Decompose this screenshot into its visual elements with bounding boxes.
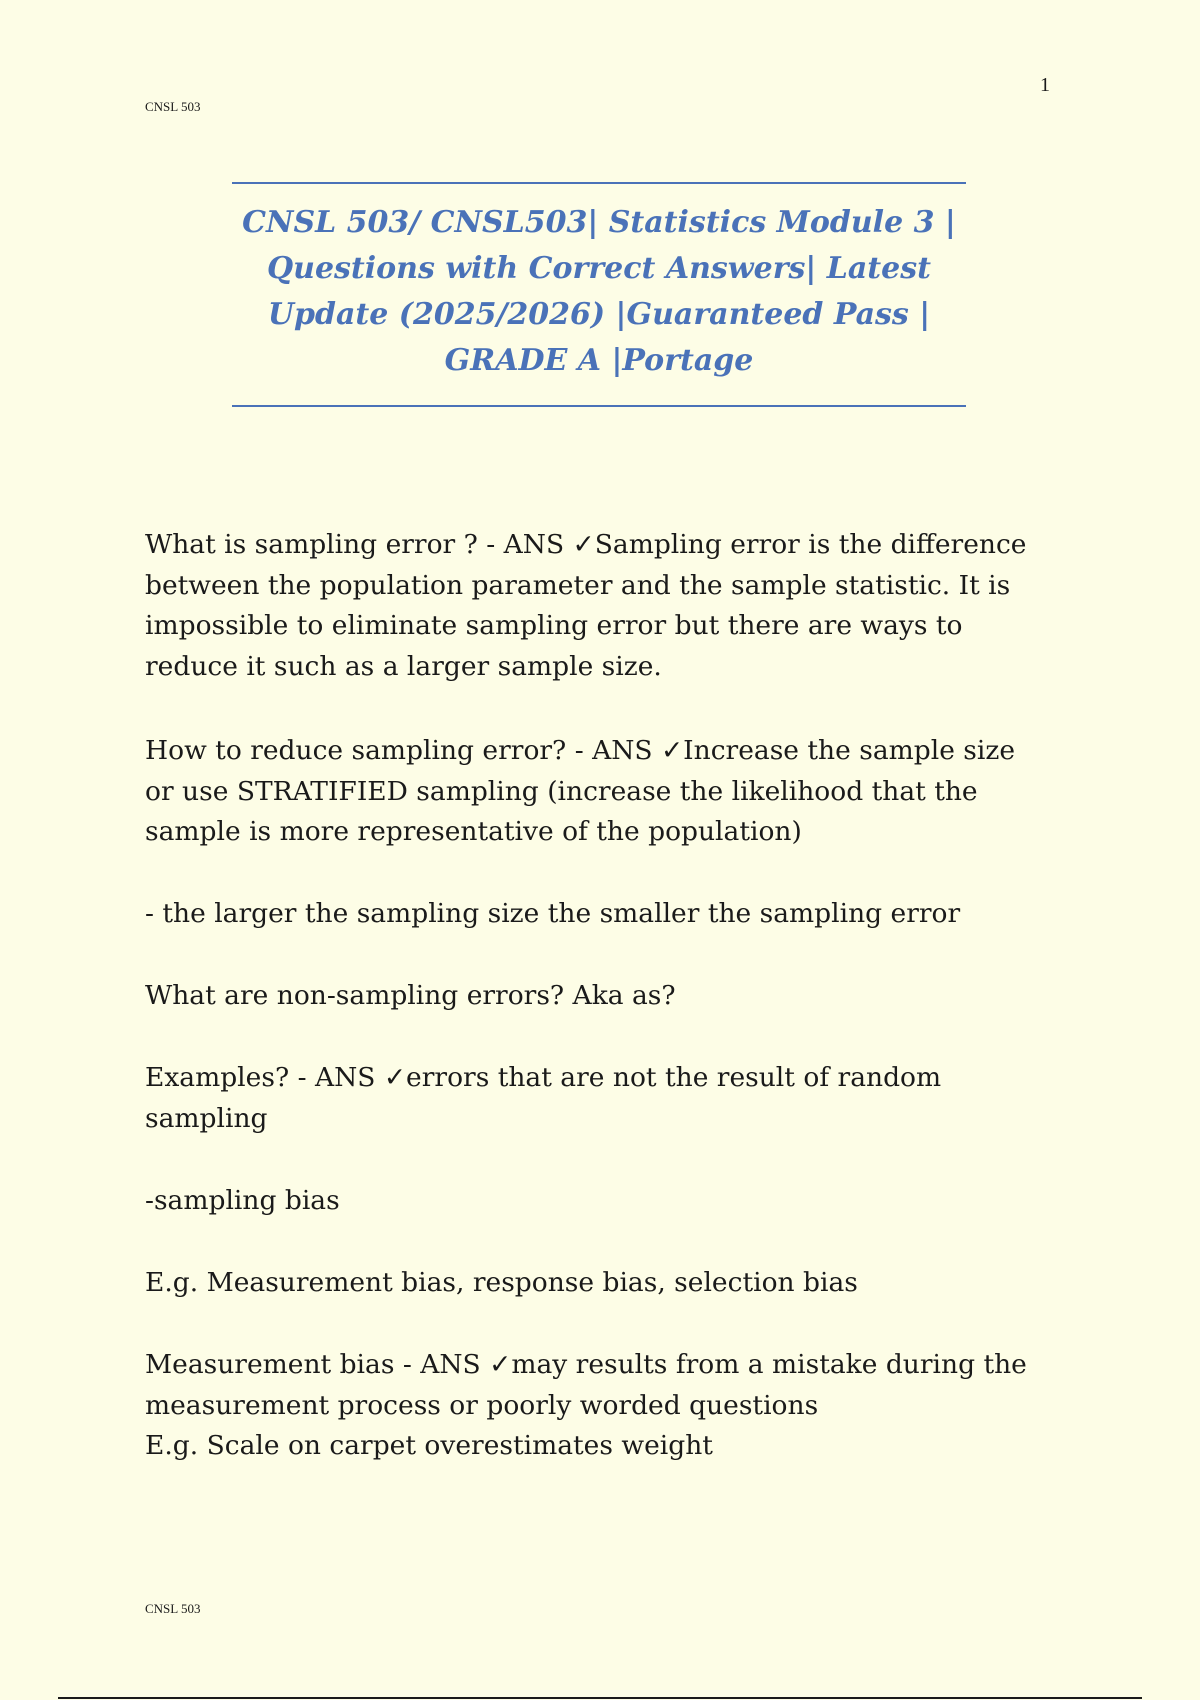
title-line: CNSL 503/ CNSL503| Statistics Module 3 | <box>242 205 956 240</box>
text-line: E.g. Scale on carpet overestimates weight <box>145 1430 713 1461</box>
text-line: Measurement bias - ANS ✓may results from a mistake during the <box>145 1349 1027 1380</box>
sampling-size-note <box>145 894 1045 935</box>
text-line: How to reduce sampling error? - ANS ✓Increase the sample size <box>145 735 1016 766</box>
bias-examples <box>145 1263 1045 1304</box>
title-line: Update (2025/2026) |Guaranteed Pass | <box>267 297 931 332</box>
qa-sampling-error <box>145 525 1045 687</box>
text-line: E.g. Measurement bias, response bias, selection bias <box>145 1267 858 1298</box>
title-line: Questions with Correct Answers| Latest <box>267 251 931 286</box>
page-number: 1 <box>1040 74 1050 96</box>
text-line: sample is more representative of the population) <box>145 816 802 847</box>
text-line: -sampling bias <box>145 1185 340 1216</box>
sampling-bias-item <box>145 1181 1045 1222</box>
non-sampling-answer <box>145 1058 1045 1139</box>
text-line: measurement process or poorly worded questions <box>145 1389 819 1421</box>
footer-label: CNSL 503 <box>145 1601 201 1616</box>
text-line: Examples? - ANS ✓errors that are not the result of random <box>145 1062 942 1093</box>
text-line: What is sampling error ? - ANS ✓Sampling error is the difference <box>145 529 1027 560</box>
text-line: between the population parameter and the sample statistic. It is <box>145 569 1011 601</box>
text-line: reduce it such as a larger sample size. <box>145 650 662 682</box>
text-line: impossible to eliminate sampling error but there are ways to <box>145 610 963 641</box>
document-title <box>232 200 966 384</box>
page-bottom-rule <box>58 1697 1142 1699</box>
text-line: What are non-sampling errors? Aka as? <box>145 980 676 1011</box>
title-top-rule <box>232 182 966 184</box>
text-line: or use STRATIFIED sampling (increase the likelihood that the <box>145 775 978 807</box>
non-sampling-question <box>145 976 1045 1017</box>
text-line: - the larger the sampling size the smaller the sampling error <box>145 898 961 929</box>
text-line: sampling <box>145 1102 268 1134</box>
title-line: GRADE A |Portage <box>444 343 754 378</box>
qa-reduce-sampling-error <box>145 731 1045 853</box>
header-label: CNSL 503 <box>145 99 201 114</box>
title-bottom-rule <box>232 405 966 407</box>
qa-measurement-bias <box>145 1345 1045 1467</box>
